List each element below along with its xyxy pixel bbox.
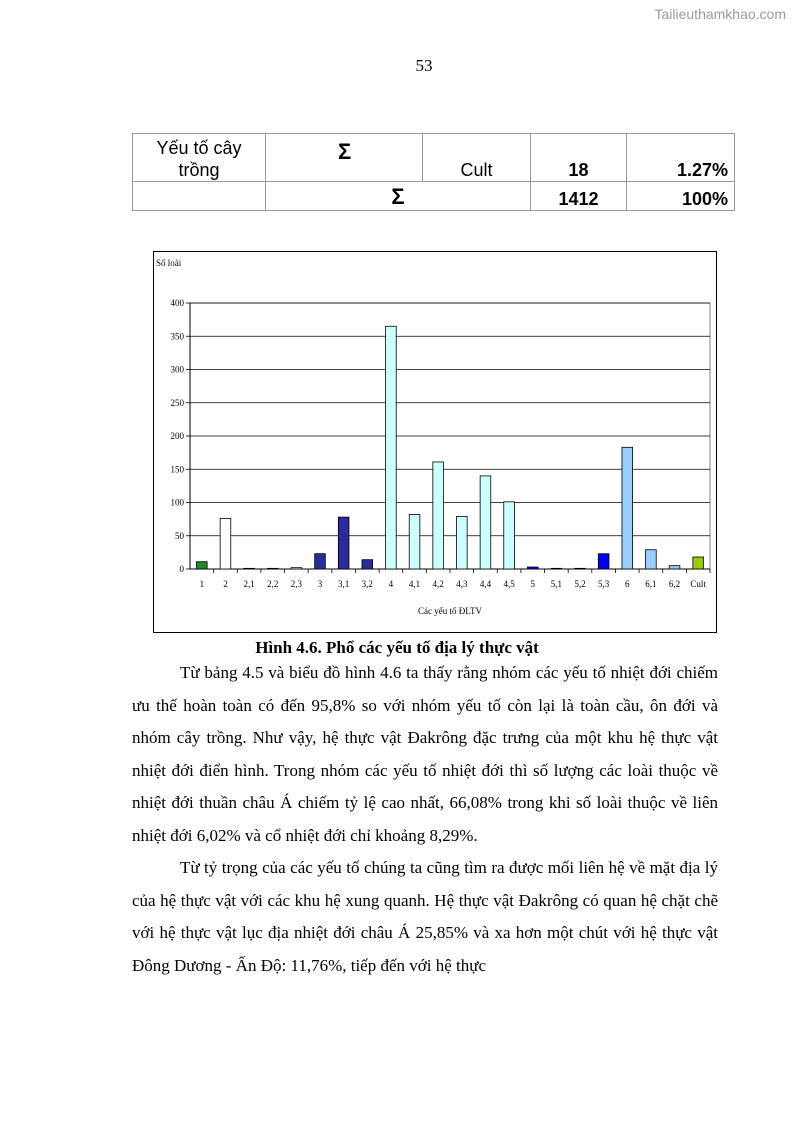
- y-tick-label: 350: [170, 331, 184, 342]
- x-tick-label: 2,2: [267, 579, 279, 589]
- bar: [315, 554, 326, 569]
- table-cell-total-percent: 100%: [627, 182, 735, 211]
- table-cell-empty: [133, 182, 266, 211]
- table-row: [133, 182, 735, 211]
- x-tick-label: 2: [223, 579, 228, 589]
- bar: [527, 567, 538, 569]
- bar: [669, 566, 680, 569]
- body-text: [132, 657, 718, 982]
- y-tick-label: 300: [170, 364, 184, 375]
- bar: [409, 514, 420, 569]
- watermark: Tailieuthamkhao.com: [654, 6, 786, 22]
- bar: [622, 447, 633, 569]
- x-tick-label: 6,2: [668, 579, 681, 589]
- x-tick-label: 2,3: [290, 579, 302, 589]
- bar: [267, 568, 278, 569]
- page-number: 53: [415, 56, 433, 75]
- x-tick-label: 3,2: [361, 579, 373, 589]
- x-tick-label: 5,3: [598, 579, 610, 589]
- x-tick-label: 4,4: [479, 579, 492, 589]
- x-tick-label: 6: [625, 579, 630, 589]
- figure-caption: Hình 4.6. Phổ các yếu tố địa lý thực vật: [255, 638, 539, 657]
- x-tick-label: 4,2: [432, 579, 444, 589]
- table-cell-code: Cult: [423, 134, 531, 182]
- bar: [220, 518, 231, 569]
- y-tick-label: 150: [170, 464, 184, 475]
- bar: [197, 562, 208, 569]
- bar: [504, 502, 515, 569]
- bar: [457, 516, 468, 569]
- table-cell-total-sigma: Σ: [266, 182, 531, 211]
- x-tick-label: 6,1: [645, 579, 657, 589]
- summary-table: [132, 133, 735, 211]
- y-axis-title: Số loài: [156, 258, 182, 268]
- table-cell-label: Yếu tố cây trồng: [133, 134, 266, 182]
- x-tick-label: 2,1: [243, 579, 255, 589]
- bar: [598, 554, 609, 569]
- bar-chart: [154, 252, 718, 634]
- table-cell-count: 18: [531, 134, 627, 182]
- y-tick-label: 400: [170, 298, 184, 308]
- bar: [362, 560, 373, 569]
- bar: [291, 568, 302, 569]
- x-tick-label: 4: [388, 579, 394, 589]
- table-cell-total-count: 1412: [531, 182, 627, 211]
- x-axis-title: Các yếu tố ĐLTV: [418, 606, 482, 616]
- sigma-symbol: Σ: [338, 139, 352, 164]
- x-tick-label: 1: [199, 579, 205, 589]
- y-tick-label: 50: [175, 530, 184, 541]
- bar: [551, 568, 562, 569]
- bar: [693, 557, 704, 569]
- bar: [646, 550, 657, 569]
- x-tick-label: 4,5: [503, 579, 515, 589]
- bar: [480, 476, 491, 569]
- table-cell-sigma: [266, 134, 423, 182]
- bar: [244, 568, 255, 569]
- bar: [338, 517, 349, 569]
- x-tick-label: 3: [317, 579, 323, 589]
- y-tick-label: 100: [170, 497, 184, 508]
- x-tick-label: 4,3: [456, 579, 468, 589]
- table-row: [133, 134, 735, 182]
- bar: [433, 462, 444, 569]
- paragraph: Từ bảng 4.5 và biểu đồ hình 4.6 ta thấy rằng nhóm các yếu tố nhiệt đới chiếm ưu thế hoàn toàn có đến 95,8% so với nhóm yếu tố còn lại là toàn cầu, ôn đới và nhóm cây trồng. Như vậy, hệ thực vật Đakrông đặc trưng của một khu hệ thực vật nhiệt đới điển hình. Trong nhóm các yếu tố nhiệt đới thì số lượng các loài thuộc về nhiệt đới thuần châu Á chiếm tỷ lệ cao nhất, 66,08% trong khi số loài thuộc về liên nhiệt đới 6,02% và cổ nhiệt đới chỉ khoảng 8,29%.: [132, 663, 718, 845]
- x-tick-label: 4,1: [408, 579, 421, 589]
- paragraph: Từ tỷ trọng của các yếu tố chúng ta cũng tìm ra được mối liên hệ về mặt địa lý của hệ thực vật với các khu hệ xung quanh. Hệ thực vật Đakrông có quan hệ chặt chẽ với hệ thực vật lục địa nhiệt đới châu Á 25,85% và xa hơn một chút với hệ thực vật Đông Dương - Ấn Độ: 11,76%, tiếp đến với hệ thực: [132, 858, 718, 975]
- x-tick-label: 5,1: [550, 579, 562, 589]
- y-tick-label: 200: [170, 431, 184, 441]
- x-tick-label: 5: [530, 579, 535, 589]
- bar: [575, 568, 586, 569]
- y-tick-label: 250: [170, 397, 184, 408]
- x-tick-label: Cult: [690, 579, 706, 589]
- x-tick-label: 3,1: [338, 579, 350, 589]
- bar: [386, 326, 397, 569]
- table-cell-percent: 1.27%: [627, 134, 735, 182]
- x-tick-label: 5,2: [574, 579, 586, 589]
- y-tick-label: 0: [179, 564, 184, 574]
- chart-frame: [153, 251, 717, 633]
